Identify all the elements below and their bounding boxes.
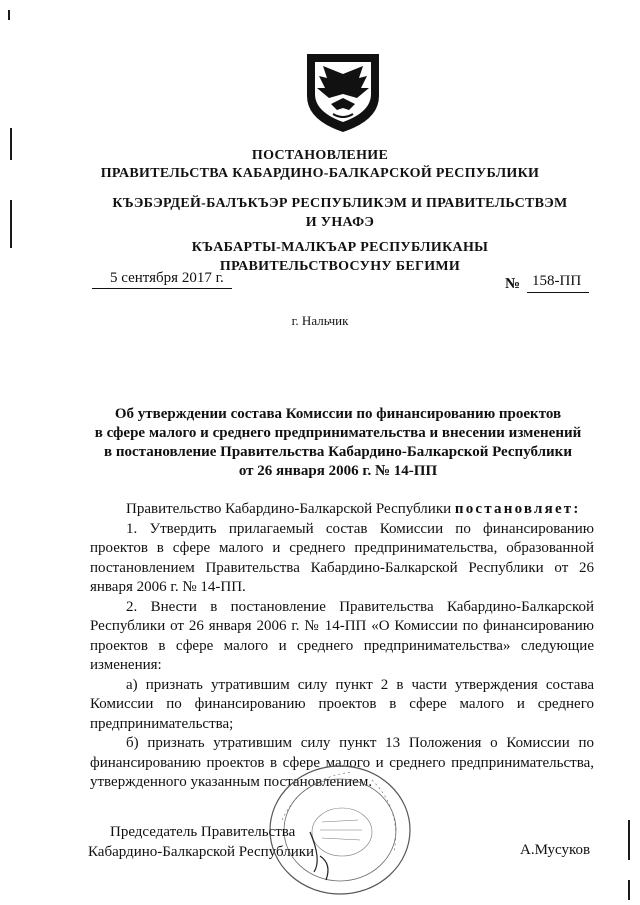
scan-mark — [628, 880, 630, 900]
city: г. Нальчик — [291, 313, 349, 328]
position-line: Председатель Правительства — [110, 824, 296, 840]
kabardian-heading: КЪЭБЭРДЕЙ-БАЛЪКЪЭР РЕСПУБЛИКЭМ И ПРАВИТЕЛЬСТВЭМ И УНАФЭ — [112, 196, 568, 230]
decree-word: постановляет: — [454, 501, 581, 517]
scan-mark — [10, 200, 12, 248]
signatory-name: А.Мусуков — [520, 842, 591, 858]
issuer-heading: ПРАВИТЕЛЬСТВА КАБАРДИНО-БАЛКАРСКОЙ РЕСПУБЛИКИ — [100, 166, 540, 181]
scan-mark — [8, 10, 10, 20]
coat-of-arms-icon — [303, 48, 383, 134]
balkar-heading: КЪАБАРТЫ-МАЛКЪАР РЕСПУБЛИКАНЫ ПРАВИТЕЛЬСТВОСУНУ БЕГИМИ — [191, 240, 489, 274]
document-title — [88, 405, 588, 481]
position-line: Кабардино-Балкарской Республики — [88, 843, 315, 860]
paragraph-4: б) признать утратившим силу пункт 13 Положения о Комиссии по финансированию проектов в сфере малого и среднего предпринимательства, утвержденного указанным постановлением. — [90, 735, 594, 790]
title-line: от 26 января 2006 г. № 14-ПП — [238, 463, 438, 479]
number-label: № — [505, 276, 521, 292]
number-underline — [527, 292, 589, 293]
paragraph-3: а) признать утратившим силу пункт 2 в части утверждения состава Комиссии по финансированию проектов в сфере малого и среднего предпринимательства; — [90, 676, 594, 732]
doc-type-heading: ПОСТАНОВЛЕНИЕ — [251, 148, 389, 163]
paragraph-2: 2. Внести в постановление Правительства Кабардино-Балкарской Республики от 26 января 2006 г. № 14-ПП «О Комиссии по финансированию проектов в сфере малого и среднего предпринимательства» следующие изменения: — [90, 598, 594, 673]
title-line: в сфере малого и среднего предпринимательства и внесении изменений — [94, 425, 582, 441]
title-line: Об утверждении состава Комиссии по финансированию проектов — [114, 406, 562, 422]
paragraph-1: 1. Утвердить прилагаемый состав Комиссии по финансированию проектов в сфере малого и среднего предпринимательства, образованной постановлением Правительства Кабардино-Балкарской Республики от 26 января 2006 г. № 14-ПП. — [90, 520, 594, 595]
signatory-position — [88, 823, 315, 862]
document-body — [90, 500, 594, 793]
document-number: 158-ПП — [532, 273, 582, 289]
title-line: в постановление Правительства Кабардино-Балкарской Республики — [104, 444, 572, 460]
document-date: 5 сентября 2017 г. — [110, 270, 224, 286]
date-underline — [92, 288, 232, 289]
scan-mark — [628, 820, 630, 860]
preamble-text: Правительство Кабардино-Балкарской Республики — [126, 501, 452, 517]
preamble — [90, 500, 594, 520]
